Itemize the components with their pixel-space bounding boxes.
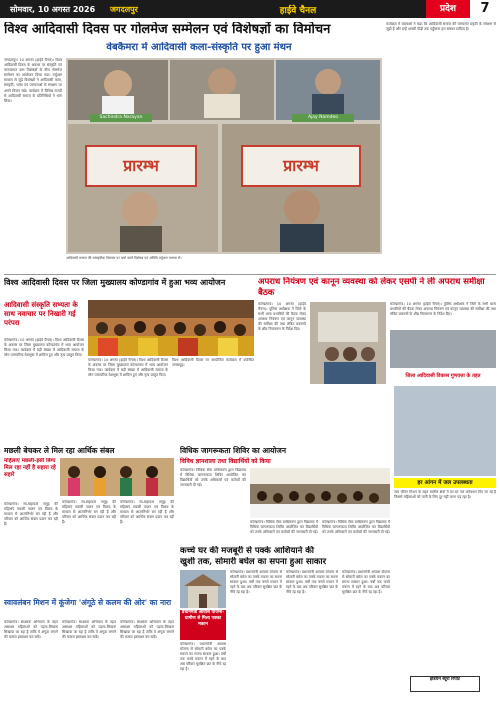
story4-body-col3: कोण्डागांव। स्व-सहायता समूह की महिलाएं मछली पालन एवं विक्रय के माध्यम से आत्मनिर्भर बन रही हैं और परिवार को आर्थिक संबल प्रदान कर रही हैं।: [120, 500, 174, 525]
story5-kicker: विविध ज्ञानशाला तथा विद्यार्थियों को किया: [180, 458, 271, 465]
story3-side-headline: जिला आदिवासी विकास गुणवत्ता के तहत: [390, 372, 496, 380]
story7-body-col1: कोण्डागांव। साक्षरता अभियान के तहत असाक्षर महिलाओं को पढ़ना-लिखना सिखाया जा रहा है ताकि वे अंगूठा लगाने की बजाय हस्ताक्षर कर सकें।: [4, 620, 58, 640]
story5-headline: विधिक जागरूकता शिविर का आयोजन: [180, 446, 287, 455]
story4-body-col1: कोण्डागांव। स्व-सहायता समूह की महिलाएं मछली पालन एवं विक्रय के माध्यम से आत्मनिर्भर बन रही हैं और परिवार को आर्थिक संबल प्रदान कर रही हैं।: [4, 502, 58, 527]
story3-body-col3: कोण्डागांव। 10 अगस्त (हाईवे चैनल)। पुलिस अधीक्षक ने जिले के सभी थाना प्रभारियों की बैठक लेकर अपराध नियंत्रण एवं कानून व्यवस्था की समीक्षा की तथा लंबित प्रकरणों के शीघ्र निराकरण के निर्देश दिए।: [390, 302, 496, 317]
story2-photo: [88, 300, 254, 356]
meeting-photo: [310, 302, 386, 384]
story5-body-col1: कोण्डागांव। विधिक सेवा प्राधिकरण द्वारा विद्यालय में विधिक जागरूकता शिविर आयोजित कर विद्यार्थियों को उनके अधिकारों एवं कर्तव्यों की जानकारी दी गई।: [180, 468, 246, 488]
story4-kicker: महिलाए मछली-इसी बिग्घ मिल रहा नहीं है सहारा रहे सहारे: [4, 458, 56, 478]
students-photo: [250, 468, 390, 518]
story6-body-col4: कोण्डागांव। प्रधानमंत्री आवास योजना से सोमारी बघेल का पक्के मकान का सपना साकार हुआ। वर्षों तक कच्चे मकान में रहने के बाद अब परिवार सुरक्षित छत के नीचे रह रहा है।: [342, 570, 390, 595]
story7-body-col2: कोण्डागांव। साक्षरता अभियान के तहत असाक्षर महिलाओं को पढ़ना-लिखना सिखाया जा रहा है ताकि वे अंगूठा लगाने की बजाय हस्ताक्षर कर सकें।: [62, 620, 116, 640]
story2-body: कोण्डागांव। 10 अगस्त (हाईवे चैनल)। विश्व आदिवासी दिवस के अवसर पर जिला मुख्यालय कोण्डागांव में भव्य आयोजन किया गया। कार्यक्रम में बड़ी संख्या में आदिवासी समाज के लोग पारम्परिक वेशभूषा में शामिल हुए और नृत्य प्रस्तुत किए।: [4, 338, 84, 358]
video-banner-1: प्रारम्भ: [123, 156, 159, 175]
story7-body-col3: कोण्डागांव। साक्षरता अभियान के तहत असाक्षर महिलाओं को पढ़ना-लिखना सिखाया जा रहा है ताकि वे अंगूठा लगाने की बजाय हस्ताक्षर कर सकें।: [120, 620, 174, 640]
story6-photo: [180, 570, 226, 608]
story2-body-col2: कोण्डागांव। 10 अगस्त (हाईवे चैनल)। विश्व आदिवासी दिवस के अवसर पर जिला मुख्यालय कोण्डागांव में भव्य आयोजन किया गया। कार्यक्रम में बड़ी संख्या में आदिवासी समाज के लोग पारम्परिक वेशभूषा में शामिल हुए और नृत्य प्रस्तुत किए।: [88, 358, 168, 378]
story5-body-col3: कोण्डागांव। विधिक सेवा प्राधिकरण द्वारा विद्यालय में विधिक जागरूकता शिविर आयोजित कर विद्यार्थियों को उनके अधिकारों एवं कर्तव्यों की जानकारी दी गई।: [322, 520, 390, 535]
story6-headline-line2: खुशी तक, सोमारी बघेल का सपना हुआ साकार: [180, 557, 327, 567]
story5-body-col2: कोण्डागांव। विधिक सेवा प्राधिकरण द्वारा विद्यालय में विधिक जागरूकता शिविर आयोजित कर विद्यार्थियों को उनके अधिकारों एवं कर्तव्यों की जानकारी दी गई।: [250, 520, 318, 535]
story7-headline: स्वावलंबन मिशन में कूंजेगा 'अंगूठे से कलम की ओर' का नारा: [4, 598, 172, 607]
story2-body-col3: विश्व आदिवासी दिवस पर आयोजित कार्यक्रम में उपस्थित जनसमूह।: [172, 358, 254, 368]
story3-photo-2: [390, 330, 496, 368]
right-box-footer: इंडियन ब्यूरो रिपोर्ट: [410, 676, 480, 692]
right-box-photo: [394, 386, 496, 476]
lead-photo-caption: आदिवासी समाज की सांस्कृतिक विरासत पर चर्चा करते विशेषज्ञ एवं अतिथि वर्चुअल माध्यम से।: [66, 256, 182, 260]
section-divider: [4, 274, 496, 275]
story4-body-col2: कोण्डागांव। स्व-सहायता समूह की महिलाएं मछली पालन एवं विक्रय के माध्यम से आत्मनिर्भर बन रही हैं और परिवार को आर्थिक संबल प्रदान कर रही हैं।: [62, 500, 116, 525]
lead-sidebar-text: कार्यक्रम में वक्ताओं ने कहा कि आदिवासी समाज की परम्पराएं प्रकृति के संरक्षण से जुड़ी हैं और इन्हें अगली पीढ़ी तक पहुँचाना हम सबका दायित्व है।: [386, 22, 496, 32]
right-box-title: हर आंगन में जल उपलब्धता: [394, 478, 496, 488]
story6-body-col2: कोण्डागांव। प्रधानमंत्री आवास योजना से सोमारी बघेल का पक्के मकान का सपना साकार हुआ। वर्षों तक कच्चे मकान में रहने के बाद अब परिवार सुरक्षित छत के नीचे रह रहा है।: [230, 570, 282, 595]
story3-body-col1: कोण्डागांव। 10 अगस्त (हाईवे चैनल)। पुलिस अधीक्षक ने जिले के सभी थाना प्रभारियों की बैठक लेकर अपराध नियंत्रण एवं कानून व्यवस्था की समीक्षा की तथा लंबित प्रकरणों के शीघ्र निराकरण के निर्देश दिए।: [258, 302, 306, 332]
video-tile-name-1: Sachindra Narayan: [99, 115, 143, 120]
right-box-body: जल जीवन मिशन के तहत ग्रामीण क्षेत्रों में घर-घर नल कनेक्शन दिए जा रहे हैं जिससे महिलाओं को पानी के लिए दूर नहीं जाना पड़ रहा है।: [394, 490, 496, 500]
video-banner-2: प्रारम्भ: [283, 156, 319, 175]
story4-headline: मछली बेचकर ले मिल रहा आर्थिक संबल: [4, 446, 115, 455]
story2-kicker: आदिवासी संस्कृति सभ्यता के साथ नवाचार पर निखारी गई परंपरा: [4, 300, 78, 327]
crowd-photo: [88, 300, 254, 356]
story3-headline: अपराध नियंत्रण एवं कानून व्यवस्था को लेकर एसपी ने ली अपराध समीक्षा बैठक: [258, 277, 485, 298]
masthead-date: सोमवार, 10 अगस्त 2026: [10, 4, 96, 14]
video-tile-name-2: Ajay Namdeo: [307, 115, 339, 120]
masthead-brand: हाईवे चैनल: [279, 5, 317, 16]
masthead-section: प्रदेश: [426, 0, 470, 18]
lead-body-column-1: जगदलपुर। 10 अगस्त (हाईवे चैनल)। विश्व आदिवासी दिवस के अवसर पर संस्कृति एवं परम्परागत ज्ञान विशेषज्ञों के बीच गोलमेज सम्मेलन का आयोजन किया गया। वर्चुअल माध्यम से जुड़े विशेषज्ञों ने आदिवासी कला, संस्कृति, भाषा एवं परम्पराओं के संरक्षण पर अपने विचार रखे। कार्यक्रम में विभिन्न राज्यों से आदिवासी समाज के प्रतिनिधियों ने भाग लिया।: [4, 58, 62, 103]
story3-photo: [310, 302, 386, 384]
story6-box: प्रधानमंत्री आवास योजना-ग्रामीण से मिला पक्का मकान: [180, 610, 226, 640]
lead-photo-webinar: [66, 58, 382, 254]
story6-body-col1: कोण्डागांव। प्रधानमंत्री आवास योजना से सोमारी बघेल का पक्के मकान का सपना साकार हुआ। वर्षों तक कच्चे मकान में रहने के बाद अब परिवार सुरक्षित छत के नीचे रह रहा है।: [180, 642, 226, 672]
masthead-city: जगदलपुर: [110, 4, 138, 14]
page-number: 7: [470, 0, 500, 18]
story5-photo: [250, 468, 390, 518]
lead-headline: विश्व आदिवासी दिवस पर गोलमेज सम्मेलन एवं विशेषज्ञों का विमोचन: [4, 22, 331, 37]
story6-body-col3: कोण्डागांव। प्रधानमंत्री आवास योजना से सोमारी बघेल का पक्के मकान का सपना साकार हुआ। वर्षों तक कच्चे मकान में रहने के बाद अब परिवार सुरक्षित छत के नीचे रह रहा है।: [286, 570, 338, 595]
lead-subheadline: वेबकैमरा में आदिवासी कला-संस्कृति पर हुआ मंथन: [106, 42, 292, 53]
women-group-photo: [60, 458, 174, 496]
story2-headline: विश्व आदिवासी दिवस पर जिला मुख्यालय कोण्डागांव में हुआ भव्य आयोजन: [4, 277, 226, 287]
house-photo: [180, 570, 226, 608]
page-masthead: [0, 0, 500, 18]
story4-photo: [60, 458, 174, 496]
story6-headline: कच्चे घर की मजबूरी से पक्के आशियाने की: [180, 546, 314, 556]
